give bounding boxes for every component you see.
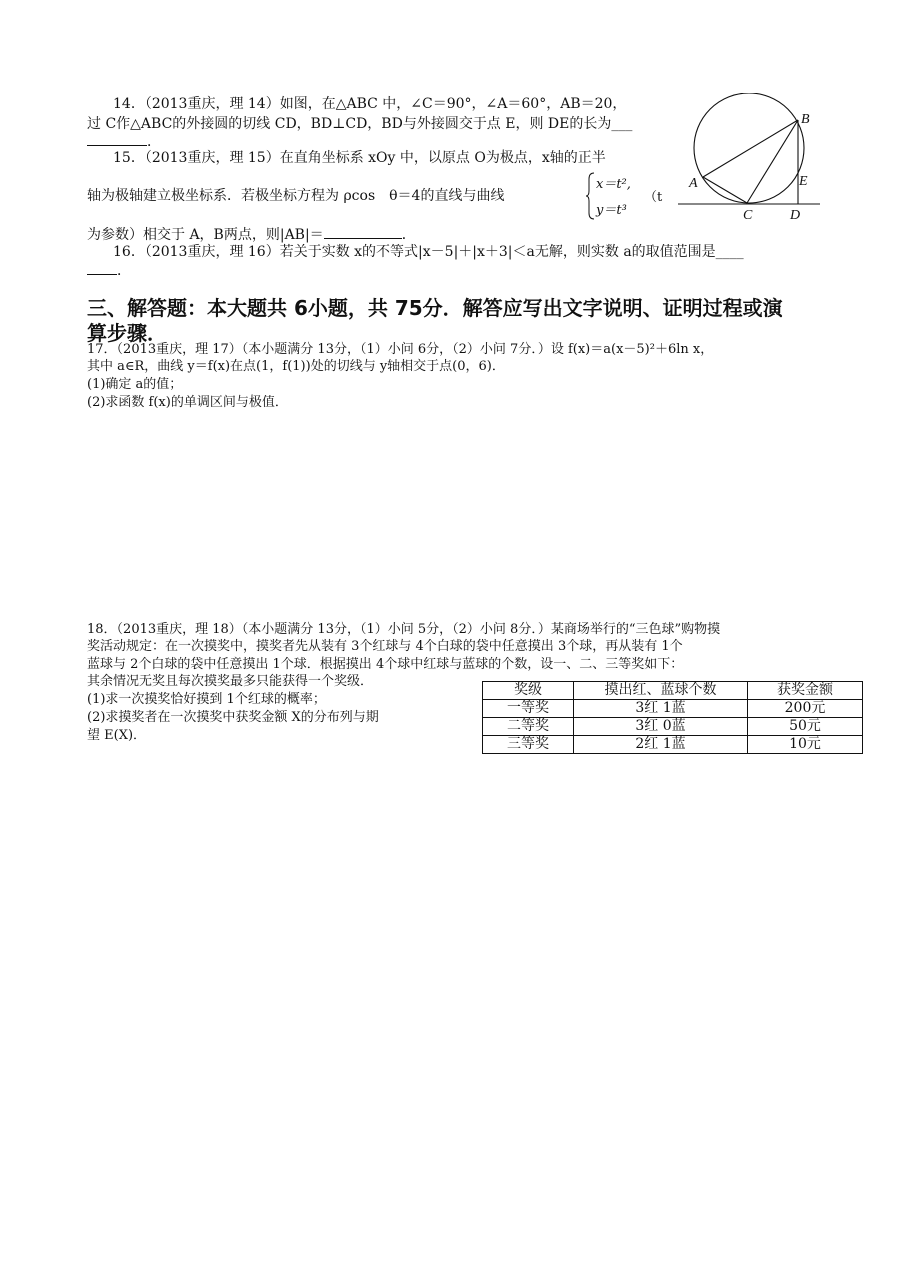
label-b: B — [801, 112, 810, 127]
geometry-figure — [676, 93, 822, 223]
q17-line2: 其中 a∈R，曲线 y＝f(x)在点(1，f(1))处的切线与 y轴相交于点(0，6)． — [87, 359, 505, 374]
prize-table — [482, 681, 863, 754]
table-row — [483, 718, 863, 736]
param-x-eq: x＝t², — [596, 177, 631, 192]
parametric-equation — [586, 171, 676, 221]
table-header-cell: 获奖金额 — [748, 682, 863, 700]
q18-part2-cont: 望 E(X)． — [87, 728, 147, 743]
table-cell: 200元 — [748, 700, 863, 718]
table-cell: 二等奖 — [483, 718, 574, 736]
section-heading-line1: 三、解答题：本大题共 6小题，共 75分．解答应写出文字说明、证明过程或演 — [87, 296, 783, 320]
table-header-cell: 摸出红、蓝球个数 — [574, 682, 748, 700]
q15-line3-text: 为参数）相交于 A，B两点，则|AB|＝ — [87, 227, 324, 243]
q18-part2: (2)求摸奖者在一次摸奖中获奖金额 X的分布列与期 — [87, 710, 379, 725]
q16-line2 — [87, 260, 131, 280]
table-row — [483, 736, 863, 754]
q18-line4: 其余情况无奖且每次摸奖最多只能获得一个奖级． — [87, 674, 374, 689]
label-c: C — [743, 208, 753, 223]
table-cell: 3红 1蓝 — [574, 700, 748, 718]
circumcircle — [694, 93, 804, 203]
left-brace-icon — [586, 171, 596, 221]
q14-line2: 过 C作△ABC的外接圆的切线 CD，BD⊥CD，BD与外接圆交于点 E，则 DE的长为___ — [87, 116, 633, 132]
label-d: D — [790, 208, 801, 223]
q15-line3: 为参数）相交于 A，B两点，则|AB|＝ ． — [87, 224, 416, 244]
q18-line3: 蓝球与 2个白球的袋中任意摸出 1个球．根据摸出 4个球中红球与蓝球的个数，设一、二、三等奖如下： — [87, 657, 684, 672]
q17-part2: (2)求函数 f(x)的单调区间与极值． — [87, 395, 288, 410]
segment-ac — [703, 177, 747, 203]
q17-part1: (1)确定 a的值； — [87, 377, 183, 392]
q18-line1: 18．（2013重庆，理 18）（本小题满分 13分，（1）小问 5分，（2）小问 8分．）某商场举行的“三色球”购物摸 — [87, 622, 721, 637]
table-cell: 三等奖 — [483, 736, 574, 754]
q15-line2: 轴为极轴建立极坐标系．若极坐标方程为 ρcos θ＝4的直线与曲线 — [87, 188, 505, 204]
table-row — [483, 700, 863, 718]
label-a: A — [689, 176, 698, 191]
q17-line1: 17．（2013重庆，理 17）（本小题满分 13分，（1）小问 6分，（2）小问 7分．）设 f(x)＝a(x－5)²＋6ln x， — [87, 342, 714, 357]
param-tail: （t — [644, 190, 663, 205]
table-cell: 2红 1蓝 — [574, 736, 748, 754]
section-heading-line2: 算步骤． — [87, 321, 167, 345]
table-header-row — [483, 682, 863, 700]
table-header-cell: 奖级 — [483, 682, 574, 700]
q14-answer-blank: ． — [87, 131, 161, 151]
q15-line1: 15．（2013重庆，理 15）在直角坐标系 xOy 中，以原点 O为极点，x轴的正半 — [113, 150, 606, 166]
q16-line1: 16．（2013重庆，理 16）若关于实数 x的不等式|x－5|＋|x＋3|＜a无解，则实数 a的取值范围是____ — [113, 244, 744, 260]
table-cell: 50元 — [748, 718, 863, 736]
label-e: E — [799, 174, 808, 189]
table-cell: 一等奖 — [483, 700, 574, 718]
segment-ab — [703, 120, 798, 177]
q18-line2: 奖活动规定：在一次摸奖中，摸奖者先从装有 3个红球与 4个白球的袋中任意摸出 3个球，再从装有 1个 — [87, 639, 683, 654]
table-cell: 3红 0蓝 — [574, 718, 748, 736]
table-cell: 10元 — [748, 736, 863, 754]
param-y-eq: y＝t³ — [596, 203, 627, 218]
q18-part1: (1)求一次摸奖恰好摸到 1个红球的概率； — [87, 692, 326, 707]
segment-bc — [747, 120, 798, 203]
q14-line1: 14．（2013重庆，理 14）如图，在△ABC 中，∠C＝90°，∠A＝60°，AB＝20， — [113, 96, 627, 112]
q16-line2-end: ． — [117, 263, 131, 279]
